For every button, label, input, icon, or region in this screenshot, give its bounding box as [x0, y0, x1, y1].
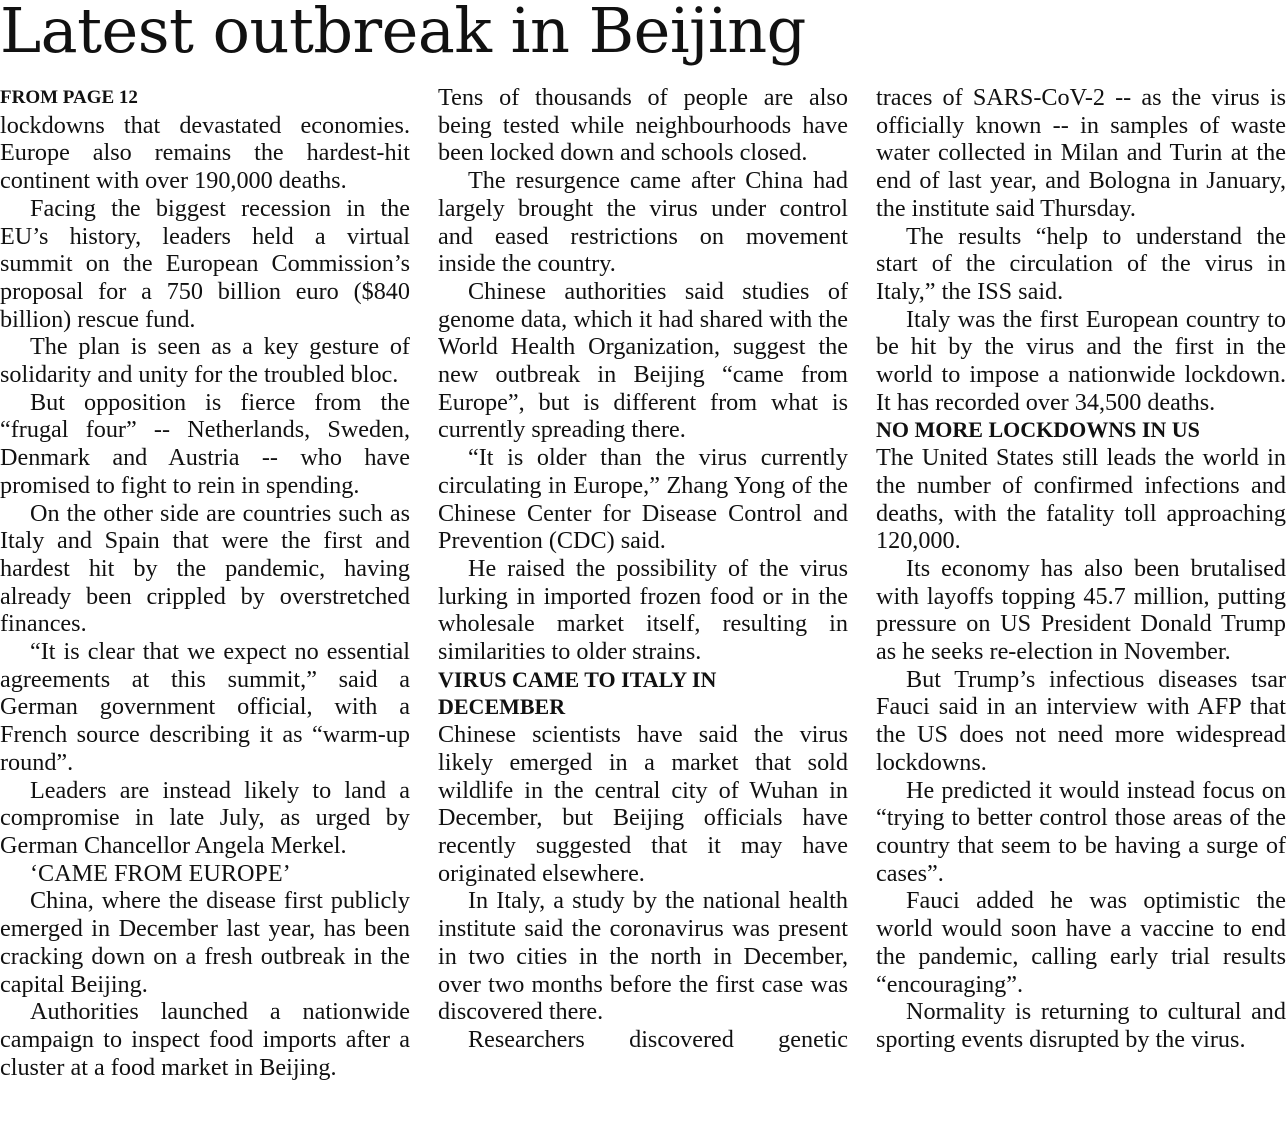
continuation-kicker: FROM PAGE 12	[0, 87, 138, 108]
paragraph: But opposition is fierce from the “frugal four” -- Netherlands, Sweden, Denmark and Austria -- who have promised to fight to rein in spending.	[0, 388, 410, 499]
section-subhead: ‘CAME FROM EUROPE’	[30, 859, 291, 887]
paragraph: Chinese scientists have said the virus likely emerged in a market that sold wildlife in the central city of Wuhan in December, but Beijing officials have recently suggested that it may have originated elsewhere.	[438, 721, 848, 887]
paragraph: He predicted it would instead focus on “trying to better control those areas of the country that seem to be having a surge of cases”.	[876, 776, 1286, 887]
paragraph: lockdowns that devastated economies. Europe also remains the hardest-hit continent with over 190,000 deaths.	[0, 111, 410, 195]
paragraph: “It is older than the virus currently circulating in Europe,” Zhang Yong of the Chinese Center for Disease Control and Prevention (CDC) said.	[438, 444, 848, 555]
paragraph: On the other side are countries such as Italy and Spain that were the first and hardest hit by the pandemic, having already been crippled by overstretched finances.	[0, 499, 410, 638]
paragraph: The results “help to understand the start of the circulation of the virus in Italy,” the ISS said.	[876, 222, 1286, 305]
paragraph: The United States still leads the world in the number of confirmed infections and deaths, with the fatality toll approaching 120,000.	[876, 444, 1286, 555]
paragraph: Authorities launched a nationwide campaign to inspect food imports after a cluster at a food market in Beijing.	[0, 998, 410, 1081]
section-subhead: VIRUS CAME TO ITALY IN DECEMBER	[438, 666, 717, 720]
paragraph: Leaders are instead likely to land a compromise in late July, as urged by German Chancellor Angela Merkel.	[0, 776, 410, 859]
paragraph: Researchers discovered genetic	[468, 1025, 848, 1053]
paragraph: Normality is returning to cultural and sporting events disrupted by the virus.	[876, 998, 1286, 1053]
paragraph: “It is clear that we expect no essential agreements at this summit,” said a German government official, with a French source describing it as “warm-up round”.	[0, 638, 410, 776]
paragraph: The plan is seen as a key gesture of solidarity and unity for the troubled bloc.	[0, 333, 410, 389]
paragraph: Fauci added he was optimistic the world would soon have a vaccine to end the pandemic, calling early trial results “encouraging”.	[876, 887, 1286, 998]
article-headline: Latest outbreak in Beijing	[0, 0, 806, 67]
paragraph: Its economy has also been brutalised with layoffs topping 45.7 million, putting pressure on US President Donald Trump as he seeks re-election in November.	[876, 554, 1286, 666]
paragraph: Tens of thousands of people are also being tested while neighbourhoods have been locked down and schools closed.	[438, 84, 848, 167]
article-column-2	[438, 84, 848, 1054]
paragraph: China, where the disease first publicly emerged in December last year, has been cracking down on a fresh outbreak in the capital Beijing.	[0, 887, 410, 998]
paragraph: Chinese authorities said studies of genome data, which it had shared with the World Health Organization, suggest the new outbreak in Beijing “came from Europe”, but is different from what is currently spreading there.	[438, 277, 848, 444]
paragraph: Facing the biggest recession in the EU’s history, leaders held a virtual summit on the European Commission’s proposal for a 750 billion euro ($840 billion) rescue fund.	[0, 194, 410, 333]
paragraph: But Trump’s infectious diseases tsar Fauci said in an interview with AFP that the US does not need more widespread lockdowns.	[876, 665, 1286, 776]
paragraph: In Italy, a study by the national health institute said the coronavirus was present in two cities in the north in December, over two months before the first case was discovered there.	[438, 887, 848, 1026]
paragraph: He raised the possibility of the virus lurking in imported frozen food or in the wholesale market itself, resulting in similarities to older strains.	[438, 554, 848, 666]
section-subhead: NO MORE LOCKDOWNS IN US	[876, 417, 1200, 443]
paragraph: Italy was the first European country to be hit by the virus and the first in the world to impose a nationwide lockdown. It has recorded over 34,500 deaths.	[876, 305, 1286, 416]
article-column-1	[0, 84, 410, 1081]
paragraph: traces of SARS-CoV-2 -- as the virus is officially known -- in samples of waste water collected in Milan and Turin at the end of last year, and Bologna in January, the institute said Thursday.	[876, 84, 1286, 222]
paragraph: The resurgence came after China had largely brought the virus under control and eased restrictions on movement inside the country.	[438, 167, 848, 278]
article-column-3	[876, 84, 1286, 1054]
